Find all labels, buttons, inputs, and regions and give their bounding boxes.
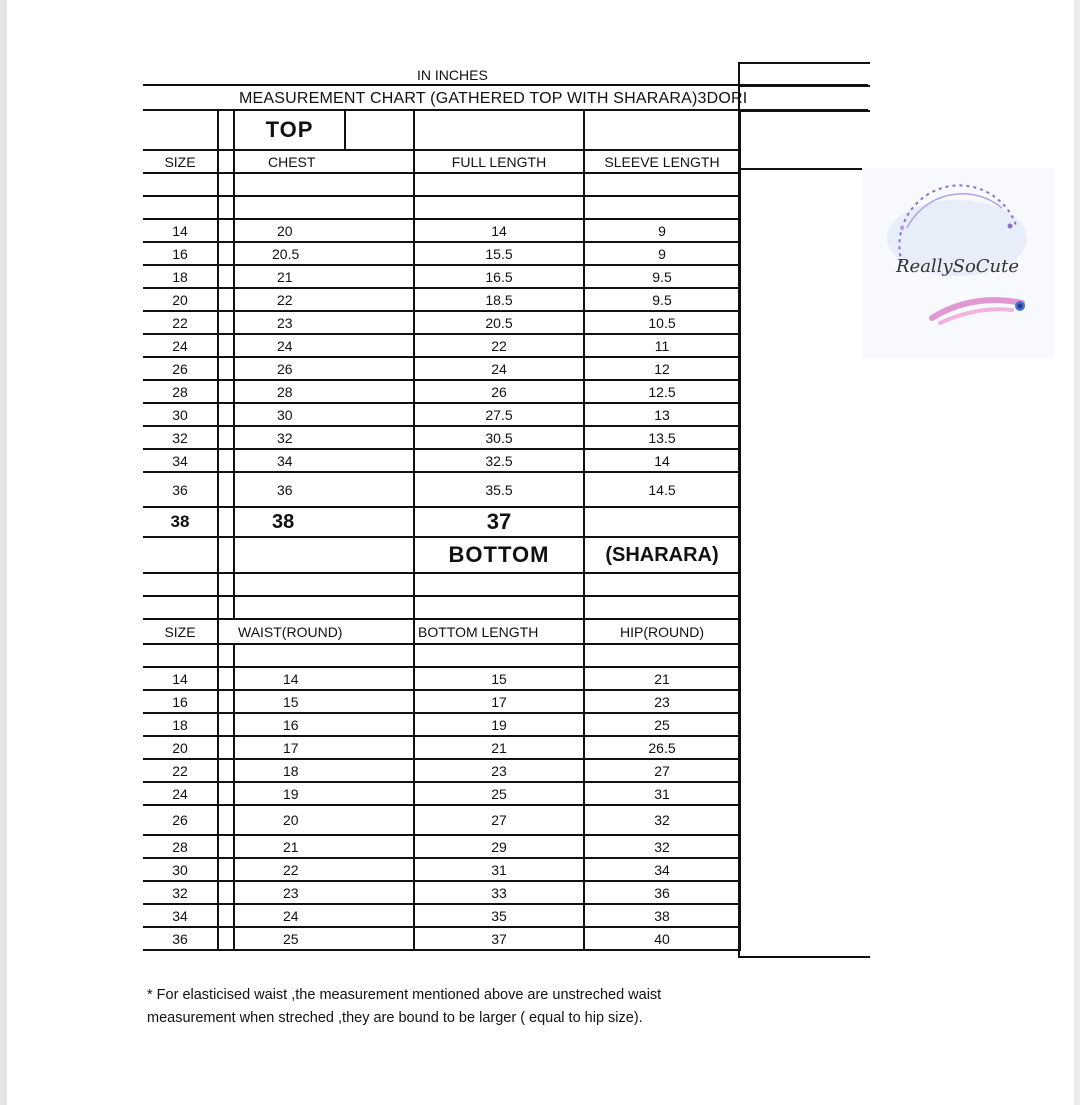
table-cell: 36 (234, 472, 414, 507)
footnote (147, 984, 787, 1030)
table-cell: 27 (584, 759, 740, 782)
table-cell: 13.5 (584, 426, 740, 449)
table-cell: 22 (414, 334, 584, 357)
table-cell: 32 (234, 426, 414, 449)
table-cell: 9 (584, 219, 740, 242)
table-cell: 9.5 (584, 265, 740, 288)
table-cell: 16 (234, 713, 414, 736)
table-cell: 22 (234, 858, 414, 881)
table-cell: 31 (414, 858, 584, 881)
table-cell: 21 (414, 736, 584, 759)
table-cell: 30 (143, 858, 218, 881)
table-cell: 14 (143, 667, 218, 690)
table-cell: 36 (143, 927, 218, 950)
table-cell: 24 (414, 357, 584, 380)
table-row (143, 667, 740, 690)
table-cell: 38 (234, 507, 414, 537)
table-row (143, 449, 740, 472)
table-cell: 25 (234, 927, 414, 950)
table-cell: 15 (414, 667, 584, 690)
table-cell (584, 507, 740, 537)
table-cell: 36 (143, 472, 218, 507)
table-row (143, 265, 740, 288)
table-cell: 34 (584, 858, 740, 881)
right-margin (1074, 0, 1080, 1105)
right-empty-column (738, 109, 870, 958)
table-row (143, 219, 740, 242)
table-cell: 18 (143, 265, 218, 288)
table-cell: 15.5 (414, 242, 584, 265)
table-cell: 10.5 (584, 311, 740, 334)
table-row (143, 403, 740, 426)
table-cell: 24 (234, 904, 414, 927)
table-cell: 14 (414, 219, 584, 242)
top-header-size: SIZE (143, 150, 218, 173)
table-cell: 16 (143, 690, 218, 713)
table-cell: 29 (414, 835, 584, 858)
table-cell: 16.5 (414, 265, 584, 288)
table-cell: 20 (143, 736, 218, 759)
table-cell: 38 (584, 904, 740, 927)
table-cell: 18.5 (414, 288, 584, 311)
table-cell: 21 (234, 265, 414, 288)
table-cell: 26 (414, 380, 584, 403)
bottom-section-label: BOTTOM (414, 537, 584, 573)
table-row (143, 311, 740, 334)
bottom-header-hip: HIP(ROUND) (584, 619, 740, 644)
table-cell: 25 (584, 713, 740, 736)
table-cell: 19 (234, 782, 414, 805)
table-cell: 14 (143, 219, 218, 242)
table-cell: 33 (414, 881, 584, 904)
table-cell: 17 (234, 736, 414, 759)
table-cell: 22 (143, 759, 218, 782)
table-cell: 32.5 (414, 449, 584, 472)
table-cell: 12.5 (584, 380, 740, 403)
table-cell: 17 (414, 690, 584, 713)
table-cell: 22 (143, 311, 218, 334)
table-cell: 14 (234, 667, 414, 690)
table-cell: 9 (584, 242, 740, 265)
table-cell: 35.5 (414, 472, 584, 507)
bottom-header-waist: WAIST(ROUND) (218, 619, 414, 644)
left-margin (0, 0, 7, 1105)
table-cell: 23 (234, 311, 414, 334)
table-cell: 26.5 (584, 736, 740, 759)
table-cell: 24 (234, 334, 414, 357)
table-row (143, 782, 740, 805)
table-cell: 28 (234, 380, 414, 403)
table-cell: 20 (234, 219, 414, 242)
table-cell: 31 (584, 782, 740, 805)
table-cell: 28 (143, 835, 218, 858)
table-cell: 30 (143, 403, 218, 426)
table-cell: 32 (143, 881, 218, 904)
table-cell: 37 (414, 507, 584, 537)
table-cell: 13 (584, 403, 740, 426)
table-row (143, 881, 740, 904)
footnote-line-2: measurement when streched ,they are bound to be larger ( equal to hip size). (147, 1010, 643, 1026)
table-row (143, 736, 740, 759)
table-cell: 40 (584, 927, 740, 950)
table-row (143, 904, 740, 927)
bottom-section-sublabel: (SHARARA) (584, 537, 740, 573)
table-row (143, 472, 740, 507)
table-cell: 26 (143, 805, 218, 835)
table-row (143, 805, 740, 835)
brand-logo (862, 168, 1054, 358)
table-cell: 30.5 (414, 426, 584, 449)
table-cell: 34 (143, 904, 218, 927)
table-row (143, 242, 740, 265)
table-row (143, 927, 740, 950)
table-row (143, 288, 740, 311)
table-cell: 18 (143, 713, 218, 736)
table-row (143, 690, 740, 713)
table-cell: 11 (584, 334, 740, 357)
table-row (143, 713, 740, 736)
table-cell: 23 (584, 690, 740, 713)
table-cell: 14.5 (584, 472, 740, 507)
table-row (143, 380, 740, 403)
table-cell: 26 (143, 357, 218, 380)
table-cell: 25 (414, 782, 584, 805)
table-cell: 35 (414, 904, 584, 927)
footnote-line-1: * For elasticised waist ,the measurement mentioned above are unstreched waist (147, 987, 662, 1003)
table-cell: 26 (234, 357, 414, 380)
table-cell: 14 (584, 449, 740, 472)
table-cell: 15 (234, 690, 414, 713)
table-cell: 34 (234, 449, 414, 472)
bottom-header-size: SIZE (143, 619, 218, 644)
table-cell: 16 (143, 242, 218, 265)
table-cell: 28 (143, 380, 218, 403)
table-cell: 20 (143, 288, 218, 311)
table-row (143, 334, 740, 357)
table-cell: 19 (414, 713, 584, 736)
table-cell: 24 (143, 334, 218, 357)
table-cell: 38 (143, 507, 218, 537)
table-cell: 34 (143, 449, 218, 472)
table-cell: 37 (414, 927, 584, 950)
top-section-label: TOP (234, 110, 345, 150)
table-cell: 12 (584, 357, 740, 380)
table-cell: 20 (234, 805, 414, 835)
table-row (143, 426, 740, 449)
top-header-full-length: FULL LENGTH (414, 150, 584, 173)
unit-label: IN INCHES (417, 67, 488, 83)
table-cell: 23 (414, 759, 584, 782)
table-cell: 32 (584, 835, 740, 858)
table-cell: 9.5 (584, 288, 740, 311)
table-cell: 21 (234, 835, 414, 858)
table-cell: 32 (584, 805, 740, 835)
bottom-header-bottom-length: BOTTOM LENGTH (414, 619, 584, 644)
table-cell: 32 (143, 426, 218, 449)
logo-text: ReallySoCute (896, 256, 1020, 277)
chart-title: MEASUREMENT CHART (GATHERED TOP WITH SHARARA)3DORI (239, 90, 748, 107)
table-cell: 20.5 (414, 311, 584, 334)
table-row (143, 357, 740, 380)
table-row (143, 858, 740, 881)
table-row (143, 759, 740, 782)
table-cell: 23 (234, 881, 414, 904)
table-cell: 27.5 (414, 403, 584, 426)
table-cell: 21 (584, 667, 740, 690)
table-cell: 20.5 (234, 242, 414, 265)
top-header-sleeve-length: SLEEVE LENGTH (584, 150, 740, 173)
top-header-chest: CHEST (234, 150, 414, 173)
table-cell: 30 (234, 403, 414, 426)
table-cell: 36 (584, 881, 740, 904)
table-cell: 27 (414, 805, 584, 835)
top-measurement-table (143, 109, 741, 951)
table-row (143, 835, 740, 858)
table-cell: 22 (234, 288, 414, 311)
table-cell: 24 (143, 782, 218, 805)
table-row (143, 507, 740, 537)
table-cell: 18 (234, 759, 414, 782)
